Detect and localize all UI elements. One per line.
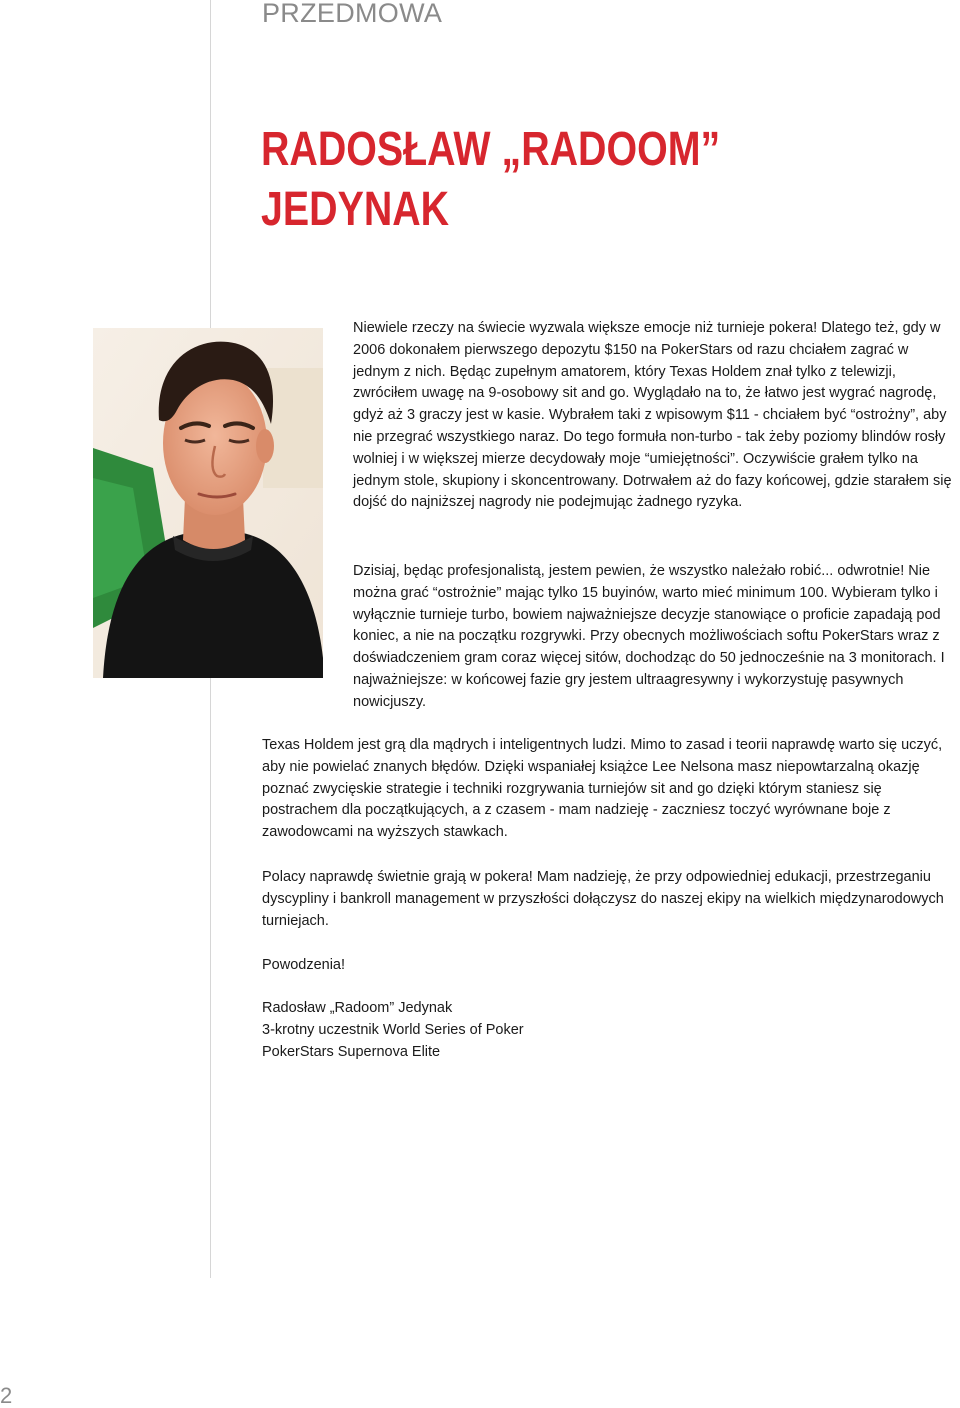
page-number: 2 bbox=[0, 1383, 13, 1408]
title-line-2: JEDYNAK bbox=[261, 183, 450, 236]
title-line-1: RADOSŁAW „RADOOM” bbox=[261, 123, 721, 176]
paragraph-2: Dzisiaj, będąc profesjonalistą, jestem pewien, że wszystko należało robić... odwrotnie! Nie można grać “ostrożnie” mając tylko 15 buyinów, warto mieć minimum 100. Wybieram tylko i wyłącznie turnieje turbo, bowiem najważniejsze decyzje stanowiące o proficie zapadają pod koniec, a nie na początku rozgrywki. Przy obecnych możliwościach softu PokerStars wraz z doświadczeniem gram coraz więcej sitów, dochodząc do 50 jednocześnie na 3 monitorach. I najważniejsze: w końcowej fazie gry jestem ultraagresywny i wykorzystuję pasywnych nowicjuszy. bbox=[353, 563, 945, 710]
paragraph-3: Texas Holdem jest grą dla mądrych i inteligentnych ludzi. Mimo to zasad i teorii naprawdę warto się uczyć, aby nie powielać znanych błędów. Dzięki wspaniałej książce Lee Nelsona masz niepowtarzalną okazję poznać zwycięskie strategie i techniki rozgrywania turniejów sit and go dzięki którym staniesz się postrachem dla początkujących, a z czasem - mam nadzieję - zaczniesz toczyć wyrównane boje z zawodowcami na wyższych stawkach. bbox=[262, 737, 943, 841]
author-photo bbox=[93, 328, 323, 678]
paragraph-1: Niewiele rzeczy na świecie wyzwala większe emocje niż turnieje pokera! Dlatego też, gdy w 2006 dokonałem pierwszego depozytu $150 na PokerStars od razu chciałem zagrać w jednym z nich. Będąc zupełnym amatorem, który Texas Holdem znał tylko z telewizji, zwróciłem uwagę na 9-osobowy sit and go. Wyglądało na to, że łatwo jest wygrać nagrodę, gdyż aż 3 graczy jest w kasie. Wybrałem taki z wpisowym $11 - chciałem być “ostrożny”, aby nie przegrać wszystkiego naraz. Do tego formuła non-turbo - tak żeby poziomy blindów rosły wolniej i w większej mierze decydowały moje “umiejętności”. Oczywiście grałem tylko na jednym stole, skupiony i skoncentrowany. Dotrwałem aż do fazy końcowej, gdzie starałem się dojść do najniższej nagrody nie podejmując żadnego ryzyka. bbox=[353, 320, 952, 511]
closing-greeting: Powodzenia! bbox=[262, 957, 346, 973]
signature-name: Radosław „Radoom” Jedynak bbox=[262, 1000, 453, 1016]
signature-title-2: PokerStars Supernova Elite bbox=[262, 1043, 441, 1060]
section-label: PRZEDMOWA bbox=[262, 0, 443, 28]
signature-block bbox=[262, 998, 952, 1063]
paragraph-4: Polacy naprawdę świetnie grają w pokera! Mam nadzieję, że przy odpowiedniej edukacji, przestrzeganiu dyscypliny i bankroll management w przyszłości dołączysz do naszej ekipy na wielkich międzynarodowych turniejach. bbox=[262, 869, 944, 929]
page-title bbox=[261, 120, 720, 240]
signature-title-1: 3-krotny uczestnik World Series of Poker bbox=[262, 1021, 524, 1038]
